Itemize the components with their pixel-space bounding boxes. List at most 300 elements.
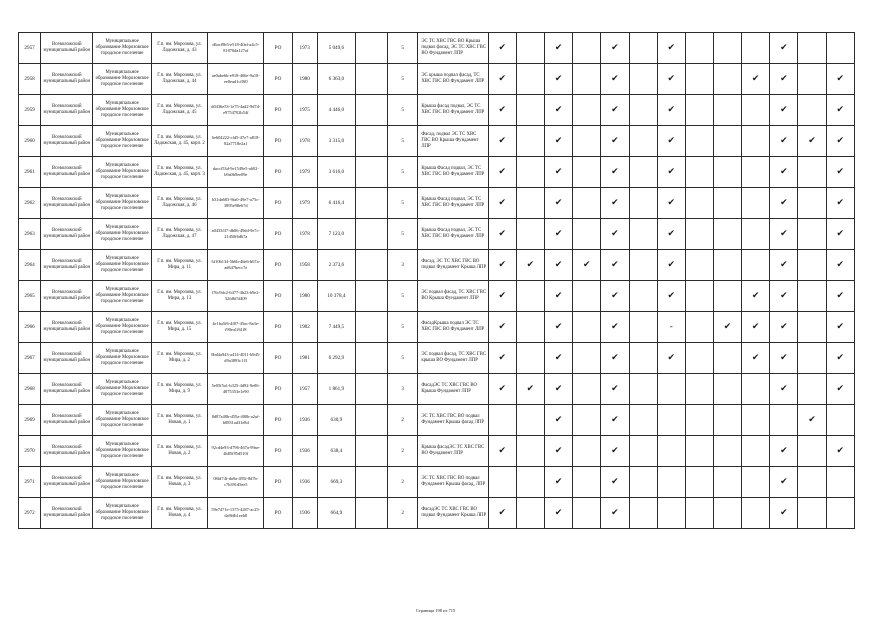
form-cell: РО — [264, 33, 292, 64]
empty-mark-cell — [798, 467, 826, 498]
empty-mark-cell — [573, 33, 601, 64]
municipality-cell: Муниципальное образование Морозовское городское поселение — [93, 343, 151, 374]
check-mark-icon: ✔ — [488, 157, 516, 188]
empty-mark-cell — [798, 312, 826, 343]
year-cell: 1936 — [292, 405, 317, 436]
page-footer: Страница 198 из 715 — [415, 608, 456, 613]
empty-mark-cell — [798, 33, 826, 64]
table-row — [19, 33, 855, 64]
form-cell: РО — [264, 467, 292, 498]
check-mark-icon: ✔ — [657, 95, 685, 126]
empty-mark-cell — [770, 405, 798, 436]
empty-mark-cell — [516, 405, 544, 436]
empty-mark-cell — [629, 467, 657, 498]
check-mark-icon: ✔ — [798, 405, 826, 436]
year-cell: 1979 — [292, 188, 317, 219]
area-cell: 7 123,0 — [317, 219, 355, 250]
row-number: 2959 — [19, 95, 41, 126]
address-cell: Г.п. им. Морозова, ул. Ладожская, д. 44 — [151, 64, 207, 95]
floors-cell: 5 — [388, 188, 418, 219]
district-cell: Всеволожский муниципальный район — [41, 281, 93, 312]
check-mark-icon: ✔ — [545, 343, 573, 374]
form-cell: РО — [264, 436, 292, 467]
empty-mark-cell — [742, 219, 770, 250]
empty-mark-cell — [798, 436, 826, 467]
area-cell: 10 378,4 — [317, 281, 355, 312]
works-cell: ФасадКрыша подвал ЭС ТС ХВС ГВС ВО Фундамент ЛПР — [418, 312, 488, 343]
guid-cell: 0bd4a943-a414-4011-b9d5-d9a3893c1f3 — [208, 343, 264, 374]
empty-mark-cell — [685, 219, 713, 250]
area-cell: 5 049,6 — [317, 33, 355, 64]
empty-mark-cell — [516, 312, 544, 343]
row-number: 2965 — [19, 281, 41, 312]
empty-mark-cell — [798, 157, 826, 188]
check-mark-icon: ✔ — [601, 250, 629, 281]
check-mark-icon: ✔ — [545, 374, 573, 405]
check-mark-icon: ✔ — [488, 343, 516, 374]
year-cell: 1978 — [292, 126, 317, 157]
form-cell: РО — [264, 95, 292, 126]
empty-mark-cell — [629, 219, 657, 250]
municipality-cell: Муниципальное образование Морозовское городское поселение — [93, 498, 151, 529]
address-cell: Г.п. им. Морозова, ул. Мира, д. 13 — [151, 281, 207, 312]
empty-mark-cell — [713, 467, 741, 498]
works-cell: Крыша Фасад подвал, ЭС ТС ХВС ГВС ВО Фундамент ЛПР — [418, 188, 488, 219]
form-cell: РО — [264, 281, 292, 312]
floors-cell: 2 — [388, 467, 418, 498]
empty-mark-cell — [742, 467, 770, 498]
empty-mark-cell — [742, 126, 770, 157]
check-mark-icon: ✔ — [826, 250, 854, 281]
empty-mark-cell — [798, 498, 826, 529]
area-cell: 669,3 — [317, 467, 355, 498]
works-cell: Фасад, подвал ЭС ТС ХВС ГВС ВО Крыша Фундамент ЛПР — [418, 126, 488, 157]
table-row — [19, 126, 855, 157]
district-cell: Всеволожский муниципальный район — [41, 374, 93, 405]
empty-mark-cell — [629, 436, 657, 467]
guid-cell: 6f10b134-5b6b-46e6-b67a-ad647becc7e — [208, 250, 264, 281]
municipality-cell: Муниципальное образование Морозовское городское поселение — [93, 312, 151, 343]
municipality-cell: Муниципальное образование Морозовское городское поселение — [93, 126, 151, 157]
district-cell: Всеволожский муниципальный район — [41, 188, 93, 219]
table-row — [19, 157, 855, 188]
form-cell: РО — [264, 374, 292, 405]
table-row — [19, 188, 855, 219]
dash-mark: - — [657, 312, 685, 343]
address-cell: Г.п. им. Морозова, ул. Ладожская, д. 45 — [151, 95, 207, 126]
check-mark-icon: ✔ — [826, 343, 854, 374]
check-mark-icon: ✔ — [545, 188, 573, 219]
empty-mark-cell — [573, 157, 601, 188]
blank-cell — [355, 405, 387, 436]
check-mark-icon: ✔ — [545, 250, 573, 281]
check-mark-icon: ✔ — [770, 95, 798, 126]
empty-mark-cell — [798, 374, 826, 405]
area-cell: 6 292,9 — [317, 343, 355, 374]
empty-mark-cell — [573, 374, 601, 405]
guid-cell: 08fd74f-da9a-495f-8d7b-c7b391d5ee5 — [208, 467, 264, 498]
year-cell: 1980 — [292, 281, 317, 312]
works-cell: ЭС подвал фасад, ТС ХВС ГВС ВО Крыша Фундамент ЛПР — [418, 281, 488, 312]
empty-mark-cell — [798, 281, 826, 312]
year-cell: 1981 — [292, 343, 317, 374]
check-mark-icon: ✔ — [545, 498, 573, 529]
empty-mark-cell — [685, 64, 713, 95]
check-mark-icon: ✔ — [770, 467, 798, 498]
empty-mark-cell — [629, 157, 657, 188]
empty-mark-cell — [685, 405, 713, 436]
empty-mark-cell — [713, 157, 741, 188]
empty-mark-cell — [713, 374, 741, 405]
guid-cell: a0433f37-db06-49dd-9e7c-21450f6d67a — [208, 219, 264, 250]
empty-mark-cell — [742, 188, 770, 219]
works-cell: Фасад, ЭС ТС ХВС ГВС ВО подвал Фундамент Крыша ЛПР — [418, 250, 488, 281]
check-mark-icon: ✔ — [826, 64, 854, 95]
area-cell: 638,4 — [317, 436, 355, 467]
empty-mark-cell — [516, 33, 544, 64]
empty-mark-cell — [629, 374, 657, 405]
check-mark-icon: ✔ — [488, 95, 516, 126]
check-mark-icon: ✔ — [657, 250, 685, 281]
district-cell: Всеволожский муниципальный район — [41, 312, 93, 343]
empty-mark-cell — [713, 188, 741, 219]
empty-mark-cell — [516, 498, 544, 529]
empty-mark-cell — [685, 374, 713, 405]
municipality-cell: Муниципальное образование Морозовское городское поселение — [93, 157, 151, 188]
check-mark-icon: ✔ — [545, 467, 573, 498]
municipality-cell: Муниципальное образование Морозовское городское поселение — [93, 436, 151, 467]
empty-mark-cell — [573, 405, 601, 436]
blank-cell — [355, 33, 387, 64]
blank-cell — [355, 312, 387, 343]
check-mark-icon: ✔ — [826, 157, 854, 188]
check-mark-icon: ✔ — [657, 281, 685, 312]
check-mark-icon: ✔ — [826, 436, 854, 467]
check-mark-icon: ✔ — [826, 95, 854, 126]
empty-mark-cell — [629, 126, 657, 157]
check-mark-icon: ✔ — [770, 64, 798, 95]
check-mark-icon: ✔ — [601, 343, 629, 374]
works-cell: Крыша фасадЭС ТС ХВС ГВС ВО Фундамент ЛПР — [418, 436, 488, 467]
check-mark-icon: ✔ — [770, 33, 798, 64]
area-cell: 2 373,6 — [317, 250, 355, 281]
floors-cell: 5 — [388, 343, 418, 374]
check-mark-icon: ✔ — [516, 250, 544, 281]
check-mark-icon: ✔ — [742, 343, 770, 374]
empty-mark-cell — [685, 126, 713, 157]
empty-mark-cell — [713, 250, 741, 281]
address-cell: Г.п. им. Морозова, ул. Мира, д. 2 — [151, 343, 207, 374]
check-mark-icon: ✔ — [601, 95, 629, 126]
check-mark-icon: ✔ — [545, 436, 573, 467]
empty-mark-cell — [685, 281, 713, 312]
floors-cell: 2 — [388, 436, 418, 467]
table-row — [19, 343, 855, 374]
check-mark-icon: ✔ — [826, 126, 854, 157]
floors-cell: 3 — [388, 374, 418, 405]
guid-cell: ae0abe6b-e918-466e-9a18-ee0ead1cf0f0 — [208, 64, 264, 95]
check-mark-icon: ✔ — [657, 64, 685, 95]
empty-mark-cell — [629, 64, 657, 95]
empty-mark-cell — [826, 467, 854, 498]
district-cell: Всеволожский муниципальный район — [41, 343, 93, 374]
empty-mark-cell — [516, 343, 544, 374]
check-mark-icon: ✔ — [770, 126, 798, 157]
year-cell: 1982 — [292, 312, 317, 343]
works-cell: ЭС подвал фасад, ТС ХВС ГВС крыша ВО Фундамент ЛПР — [418, 343, 488, 374]
works-cell: ФасадЭС ТС ХВС ГВС ВО Крыша Фундамент ЛПР — [418, 374, 488, 405]
district-cell: Всеволожский муниципальный район — [41, 95, 93, 126]
floors-cell: 3 — [388, 250, 418, 281]
row-number: 2960 — [19, 126, 41, 157]
empty-mark-cell — [573, 312, 601, 343]
empty-mark-cell — [713, 281, 741, 312]
empty-mark-cell — [685, 467, 713, 498]
check-mark-icon: ✔ — [545, 95, 573, 126]
area-cell: 4 446,0 — [317, 95, 355, 126]
works-cell: Крыша Фасад подвал, ЭС ТС ХВС ГВС ВО Фундамент ЛПР — [418, 157, 488, 188]
municipality-cell: Муниципальное образование Морозовское городское поселение — [93, 250, 151, 281]
works-cell: ЭС ТС ХВС ГВС ВО Крыша подвал фасад, ЭС ТС ХВС ГВС ВО Фундамент ЛПР — [418, 33, 488, 64]
floors-cell: 2 — [388, 498, 418, 529]
year-cell: 1973 — [292, 33, 317, 64]
empty-mark-cell — [657, 436, 685, 467]
empty-mark-cell — [742, 374, 770, 405]
year-cell: 1936 — [292, 467, 317, 498]
floors-cell: 5 — [388, 219, 418, 250]
empty-mark-cell — [629, 343, 657, 374]
blank-cell — [355, 157, 387, 188]
empty-mark-cell — [742, 33, 770, 64]
table-row — [19, 250, 855, 281]
empty-mark-cell — [573, 343, 601, 374]
district-cell: Всеволожский муниципальный район — [41, 467, 93, 498]
district-cell: Всеволожский муниципальный район — [41, 436, 93, 467]
address-cell: Г.п. им. Морозова, ул. Ладожская, д. 47 — [151, 219, 207, 250]
year-cell: 1957 — [292, 374, 317, 405]
empty-mark-cell — [798, 250, 826, 281]
form-cell: РО — [264, 343, 292, 374]
blank-cell — [355, 467, 387, 498]
row-number: 2966 — [19, 312, 41, 343]
check-mark-icon: ✔ — [770, 250, 798, 281]
area-cell: 3 315,0 — [317, 126, 355, 157]
check-mark-icon: ✔ — [770, 281, 798, 312]
check-mark-icon: ✔ — [742, 64, 770, 95]
row-number: 2969 — [19, 405, 41, 436]
district-cell: Всеволожский муниципальный район — [41, 250, 93, 281]
guid-cell: 59e7471e-1375-4287-ac25-da9fdb1eeb8 — [208, 498, 264, 529]
check-mark-icon: ✔ — [713, 312, 741, 343]
district-cell: Всеволожский муниципальный район — [41, 64, 93, 95]
year-cell: 1975 — [292, 95, 317, 126]
empty-mark-cell — [657, 374, 685, 405]
check-mark-icon: ✔ — [601, 467, 629, 498]
empty-mark-cell — [798, 219, 826, 250]
check-mark-icon: ✔ — [601, 219, 629, 250]
guid-cell: 5e05f5a1-b325-4d92-9e06-4875353e1e90 — [208, 374, 264, 405]
empty-mark-cell — [685, 343, 713, 374]
floors-cell: 5 — [388, 95, 418, 126]
area-cell: 630,9 — [317, 405, 355, 436]
check-mark-icon: ✔ — [488, 188, 516, 219]
district-cell: Всеволожский муниципальный район — [41, 33, 93, 64]
guid-cell: daccf53d-9e1549e5-a602-b9a0b9ee09e — [208, 157, 264, 188]
empty-mark-cell — [713, 498, 741, 529]
municipality-cell: Муниципальное образование Морозовское городское поселение — [93, 467, 151, 498]
empty-mark-cell — [742, 157, 770, 188]
form-cell: РО — [264, 250, 292, 281]
empty-mark-cell — [516, 281, 544, 312]
municipality-cell: Муниципальное образование Морозовское городское поселение — [93, 95, 151, 126]
guid-cell: 8d87a48b-d55a-400b-a2af-b0831ad31e8d — [208, 405, 264, 436]
blank-cell — [355, 343, 387, 374]
area-cell: 7 449,5 — [317, 312, 355, 343]
check-mark-icon: ✔ — [657, 219, 685, 250]
check-mark-icon: ✔ — [488, 498, 516, 529]
works-cell: Крыша Фасад подвал, ЭС ТС ХВС ГВС ВО Фундамент ЛПР — [418, 219, 488, 250]
check-mark-icon: ✔ — [601, 188, 629, 219]
empty-mark-cell — [629, 498, 657, 529]
empty-mark-cell — [713, 405, 741, 436]
check-mark-icon: ✔ — [770, 343, 798, 374]
check-mark-icon: ✔ — [545, 219, 573, 250]
check-mark-icon: ✔ — [657, 126, 685, 157]
empty-mark-cell — [573, 64, 601, 95]
guid-cell: 6e604222-cfd5-47e7-a818-82a7718e2a1 — [208, 126, 264, 157]
table-row — [19, 405, 855, 436]
address-cell: Г.п. им. Морозова, ул. Мира, д. 9 — [151, 374, 207, 405]
floors-cell: 5 — [388, 33, 418, 64]
district-cell: Всеволожский муниципальный район — [41, 219, 93, 250]
floors-cell: 5 — [388, 126, 418, 157]
empty-mark-cell — [685, 498, 713, 529]
check-mark-icon: ✔ — [657, 343, 685, 374]
form-cell: РО — [264, 126, 292, 157]
empty-mark-cell — [573, 498, 601, 529]
district-cell: Всеволожский муниципальный район — [41, 126, 93, 157]
empty-mark-cell — [685, 157, 713, 188]
guid-cell: 4e1ba5f6-4f07-45ac-8a3e-f90ea1f61f8 — [208, 312, 264, 343]
empty-mark-cell — [516, 436, 544, 467]
check-mark-icon: ✔ — [826, 312, 854, 343]
table-row — [19, 95, 855, 126]
form-cell: РО — [264, 405, 292, 436]
check-mark-icon: ✔ — [516, 374, 544, 405]
check-mark-icon: ✔ — [601, 126, 629, 157]
check-mark-icon: ✔ — [770, 157, 798, 188]
empty-mark-cell — [713, 64, 741, 95]
address-cell: Г.п. им. Морозова, ул. Новая, д. 3 — [151, 467, 207, 498]
check-mark-icon: ✔ — [798, 126, 826, 157]
table-row — [19, 281, 855, 312]
empty-mark-cell — [798, 64, 826, 95]
check-mark-icon: ✔ — [657, 188, 685, 219]
check-mark-icon: ✔ — [826, 219, 854, 250]
row-number: 2961 — [19, 157, 41, 188]
check-mark-icon: ✔ — [488, 374, 516, 405]
empty-mark-cell — [798, 188, 826, 219]
works-cell: Крыша фасад подвал, ЭС ТС ХВС ГВС ВО Фундамент ЛПР — [418, 95, 488, 126]
check-mark-icon: ✔ — [742, 312, 770, 343]
works-cell: ЭС ТС ХВС ГВС ВО подвал Фундамент Крыша фасад, ЛПР — [418, 467, 488, 498]
check-mark-icon: ✔ — [601, 64, 629, 95]
check-mark-icon: ✔ — [601, 436, 629, 467]
municipality-cell: Муниципальное образование Морозовское городское поселение — [93, 405, 151, 436]
check-mark-icon: ✔ — [488, 250, 516, 281]
empty-mark-cell — [685, 436, 713, 467]
row-number: 2963 — [19, 219, 41, 250]
empty-mark-cell — [685, 312, 713, 343]
blank-cell — [355, 95, 387, 126]
check-mark-icon: ✔ — [601, 157, 629, 188]
row-number: 2970 — [19, 436, 41, 467]
row-number: 2962 — [19, 188, 41, 219]
empty-mark-cell — [713, 219, 741, 250]
check-mark-icon: ✔ — [488, 219, 516, 250]
district-cell: Всеволожский муниципальный район — [41, 157, 93, 188]
check-mark-icon: ✔ — [770, 436, 798, 467]
form-cell: РО — [264, 157, 292, 188]
empty-mark-cell — [742, 95, 770, 126]
empty-mark-cell — [657, 498, 685, 529]
row-number: 2967 — [19, 343, 41, 374]
check-mark-icon: ✔ — [573, 250, 601, 281]
table-row — [19, 467, 855, 498]
check-mark-icon: ✔ — [545, 64, 573, 95]
floors-cell: 5 — [388, 281, 418, 312]
empty-mark-cell — [573, 95, 601, 126]
empty-mark-cell — [657, 405, 685, 436]
empty-mark-cell — [516, 95, 544, 126]
municipality-cell: Муниципальное образование Морозовское городское поселение — [93, 219, 151, 250]
table-row — [19, 374, 855, 405]
area-cell: 6 416,4 — [317, 188, 355, 219]
empty-mark-cell — [713, 126, 741, 157]
guid-cell: d6acf9b5-e518-40af-a4c5-81870da127af — [208, 33, 264, 64]
year-cell: 1936 — [292, 498, 317, 529]
table-row — [19, 219, 855, 250]
guid-cell: d0436e53-1e75-4ad2-9d7d-e9754702b54f — [208, 95, 264, 126]
empty-mark-cell — [488, 467, 516, 498]
works-cell: ФасадЭС ТС ХВС ГВС ВО подвал Фундамент Крыша ЛПР — [418, 498, 488, 529]
blank-cell — [355, 250, 387, 281]
check-mark-icon: ✔ — [545, 312, 573, 343]
check-mark-icon: ✔ — [488, 312, 516, 343]
empty-mark-cell — [798, 343, 826, 374]
row-number: 2971 — [19, 467, 41, 498]
table-row — [19, 498, 855, 529]
empty-mark-cell — [742, 250, 770, 281]
year-cell: 1936 — [292, 436, 317, 467]
municipality-cell: Муниципальное образование Морозовское городское поселение — [93, 281, 151, 312]
empty-mark-cell — [826, 498, 854, 529]
empty-mark-cell — [573, 219, 601, 250]
check-mark-icon: ✔ — [657, 157, 685, 188]
empty-mark-cell — [798, 95, 826, 126]
empty-mark-cell — [685, 188, 713, 219]
check-mark-icon: ✔ — [826, 374, 854, 405]
empty-mark-cell — [742, 498, 770, 529]
row-number: 2958 — [19, 64, 41, 95]
check-mark-icon: ✔ — [770, 374, 798, 405]
floors-cell: 2 — [388, 405, 418, 436]
row-number: 2972 — [19, 498, 41, 529]
check-mark-icon: ✔ — [488, 126, 516, 157]
empty-mark-cell — [629, 95, 657, 126]
check-mark-icon: ✔ — [601, 374, 629, 405]
address-cell: Г.п. им. Морозова, ул. Новая, д. 1 — [151, 405, 207, 436]
